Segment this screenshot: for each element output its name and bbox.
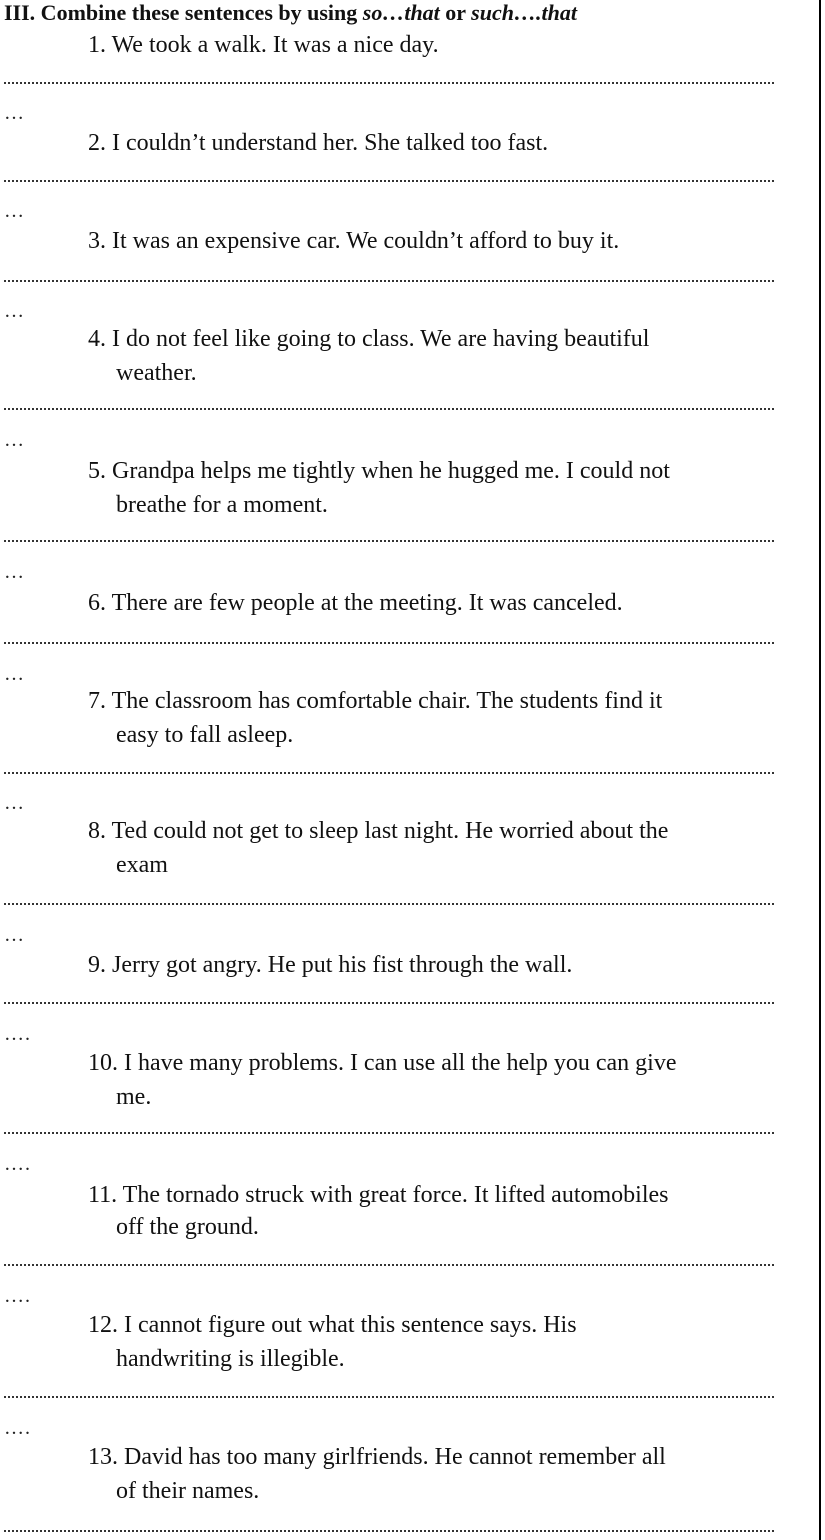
question-10-line-2: me. xyxy=(116,1084,152,1110)
page-right-border xyxy=(819,0,821,1540)
answer-ellipsis-12: …. xyxy=(4,1417,31,1439)
question-11-line-2: off the ground. xyxy=(116,1214,259,1240)
answer-line-9[interactable] xyxy=(4,1002,774,1004)
answer-ellipsis-5: … xyxy=(4,561,25,583)
question-7-line-2: easy to fall asleep. xyxy=(116,722,294,748)
question-1-line-1: 1. We took a walk. It was a nice day. xyxy=(88,32,439,58)
answer-line-8[interactable] xyxy=(4,903,774,905)
question-5-line-2: breathe for a moment. xyxy=(116,492,328,518)
answer-line-5[interactable] xyxy=(4,540,774,542)
exercise-heading xyxy=(4,0,577,26)
question-5-line-1: 5. Grandpa helps me tightly when he hugged me. I could not xyxy=(88,458,670,484)
answer-line-1[interactable] xyxy=(4,82,774,84)
heading-such-that: such….that xyxy=(471,0,577,25)
question-8-line-1: 8. Ted could not get to sleep last night. He worried about the xyxy=(88,818,669,844)
question-4-line-1: 4. I do not feel like going to class. We are having beautiful xyxy=(88,326,650,352)
question-12-line-2: handwriting is illegible. xyxy=(116,1346,345,1372)
answer-line-11[interactable] xyxy=(4,1264,774,1266)
answer-line-6[interactable] xyxy=(4,642,774,644)
answer-ellipsis-3: … xyxy=(4,300,25,322)
answer-ellipsis-1: … xyxy=(4,102,25,124)
question-10-line-1: 10. I have many problems. I can use all the help you can give xyxy=(88,1050,677,1076)
answer-ellipsis-9: …. xyxy=(4,1023,31,1045)
answer-ellipsis-6: … xyxy=(4,663,25,685)
answer-ellipsis-7: … xyxy=(4,792,25,814)
heading-or: or xyxy=(439,0,472,25)
question-2-line-1: 2. I couldn’t understand her. She talked too fast. xyxy=(88,130,549,156)
answer-ellipsis-11: …. xyxy=(4,1285,31,1307)
question-4-line-2: weather. xyxy=(116,360,197,386)
heading-prefix: III. Combine these sentences by using xyxy=(4,0,363,25)
question-6-line-1: 6. There are few people at the meeting. It was canceled. xyxy=(88,590,623,616)
answer-line-12[interactable] xyxy=(4,1396,774,1398)
answer-line-3[interactable] xyxy=(4,280,774,282)
question-7-line-1: 7. The classroom has comfortable chair. The students find it xyxy=(88,688,663,714)
answer-ellipsis-8: … xyxy=(4,924,25,946)
answer-line-2[interactable] xyxy=(4,180,774,182)
answer-line-10[interactable] xyxy=(4,1132,774,1134)
question-8-line-2: exam xyxy=(116,852,168,878)
answer-ellipsis-4: … xyxy=(4,429,25,451)
question-3-line-1: 3. It was an expensive car. We couldn’t afford to buy it. xyxy=(88,228,620,254)
question-13-line-2: of their names. xyxy=(116,1478,260,1504)
question-12-line-1: 12. I cannot figure out what this sentence says. His xyxy=(88,1312,577,1338)
answer-ellipsis-2: … xyxy=(4,200,25,222)
answer-line-4[interactable] xyxy=(4,408,774,410)
question-9-line-1: 9. Jerry got angry. He put his fist through the wall. xyxy=(88,952,573,978)
answer-ellipsis-10: …. xyxy=(4,1153,31,1175)
answer-line-7[interactable] xyxy=(4,772,774,774)
question-13-line-1: 13. David has too many girlfriends. He cannot remember all xyxy=(88,1444,666,1470)
question-11-line-1: 11. The tornado struck with great force. It lifted automobiles xyxy=(88,1182,669,1208)
heading-so-that: so…that xyxy=(362,0,440,25)
answer-line-13[interactable] xyxy=(4,1530,774,1532)
